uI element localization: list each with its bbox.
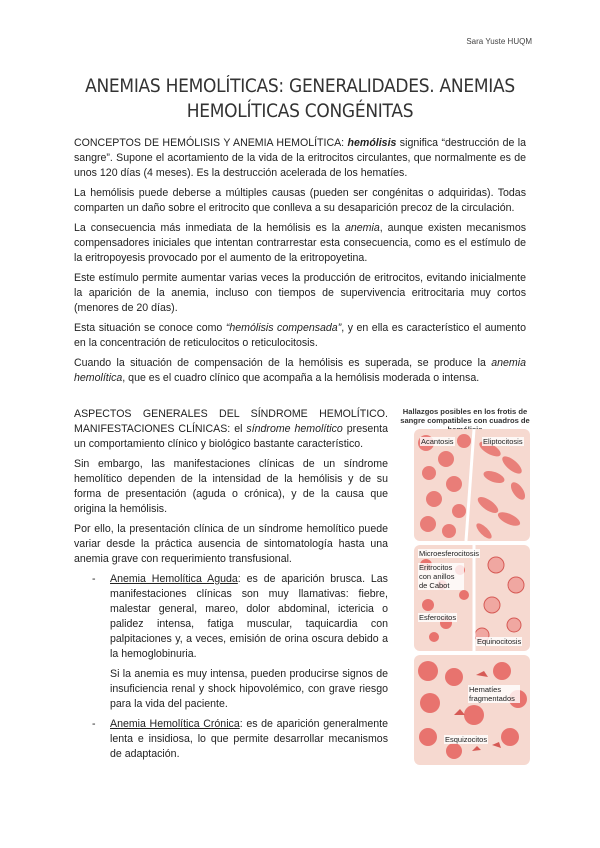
- intro-text: significa “destrucción de la sangre”. Supone el acortamiento de la vida de la eritrocitos circulantes, que normalmente es de unos 120 días (4 meses). Es la destrucción acelerada de los hematíes.: [74, 137, 527, 179]
- list-dash: -: [92, 573, 96, 585]
- text-span: , que es el cuadro clínico que acompaña a la hemólisis moderada o intensa.: [122, 372, 480, 384]
- list-item: [74, 717, 388, 762]
- term-hemolisis-compensada: “hemólisis compensada”: [225, 322, 342, 334]
- term-anemia: anemia: [344, 222, 380, 234]
- page-title: ANEMIAS HEMOLÍTICAS: GENERALIDADES. ANEMIAS HEMOLÍTICAS CONGÉNITAS: [85, 76, 515, 122]
- section-paragraph-2: Sin embargo, las manifestaciones clínicas de un síndrome hemolítico dependen de la intensidad de la hemólisis y de su forma de presentación (aguda o crónica), y de la causa que origina la hemólisis.: [74, 458, 388, 515]
- list-item-title: Anemia Hemolítica Aguda: [110, 573, 238, 585]
- list-dash: -: [92, 718, 96, 730]
- list-item-subparagraph: Si la anemia es muy intensa, pueden producirse signos de insuficiencia renal y shock hipovolémico, con grave riesgo para la vida del paciente.: [110, 668, 388, 710]
- smear-panel-middle: [414, 545, 530, 651]
- smear-image-bottom: [414, 655, 530, 765]
- smear-panel-bottom: [414, 655, 530, 765]
- label-eliptocitosis: Eliptocitosis: [483, 437, 523, 446]
- intro-paragraph-1: [74, 136, 526, 181]
- figure-caption: Hallazgos posibles en los frotis de sangre compatibles con cuadros de: [400, 407, 530, 425]
- intro-paragraph-2: La hemólisis puede deberse a múltiples causas (pueden ser congénitas o adquiridas). Todas comparten un daño sobre el eritrocito que conlleva a su desaparición precoz de la circulación.: [74, 187, 526, 214]
- section-sindrome-hemolitico: [74, 407, 388, 767]
- term-sindrome-hemolitico: síndrome hemolítico: [246, 423, 343, 435]
- label-cabot: Eritrocitos con anillos de Cabot: [418, 563, 464, 590]
- smear-panel-top: [414, 429, 530, 541]
- text-span: , y en ella es característico el aumento en la concentración de reticulocitos o reticulocitosis.: [74, 322, 526, 349]
- intro-paragraph-5: [74, 321, 526, 351]
- text-span: presenta un comportamiento clínico y biológico bastante característico.: [74, 423, 388, 450]
- label-microesferocitosis: Microesferocitosis: [419, 549, 480, 558]
- text-span: Cuando la situación de compensación de la hemólisis es superada, se produce la: [74, 357, 492, 369]
- section-heading-paragraph: [74, 407, 388, 452]
- label-acantosis: Acantosis: [421, 437, 454, 446]
- term-hemolisis: hemólisis: [347, 137, 397, 149]
- smear-image-middle: [414, 545, 530, 651]
- author-name: Sara Yuste HUQM: [466, 37, 532, 46]
- text-span: Esta situación se conoce como: [74, 322, 226, 334]
- list-item-title: Anemia Hemolítica Crónica: [110, 718, 240, 730]
- intro-section: [74, 136, 526, 391]
- text-span: el: [234, 423, 247, 435]
- section-heading: ASPECTOS GENERALES DEL SÍNDROME HEMOLÍTICO. MANIFESTACIONES CLÍNICAS:: [74, 408, 388, 435]
- intro-heading: CONCEPTOS DE HEMÓLISIS Y ANEMIA HEMOLÍTICA:: [74, 137, 348, 149]
- intro-paragraph-4: Este estímulo permite aumentar varias veces la producción de eritrocitos, evitando inicialmente la aparición de la anemia, incluso con tiempos de supervivencia eritrocitaria muy cortos (menores de 20 días).: [74, 272, 526, 314]
- list-item: [74, 572, 388, 662]
- label-esquizocitos: Esquizocitos: [445, 735, 488, 744]
- blood-smear-figure: [396, 407, 534, 771]
- label-equinocitosis: Equinocitosis: [477, 637, 522, 646]
- intro-paragraph-3: [74, 221, 526, 266]
- label-hematies-fragmentados: Hematíes fragmentados: [468, 685, 520, 703]
- term-anemia-hemolitica: anemia hemolítica: [74, 357, 526, 384]
- intro-paragraph-6: [74, 356, 526, 386]
- label-esferocitos: Esferocitos: [419, 613, 457, 622]
- section-paragraph-3: Por ello, la presentación clínica de un síndrome hemolítico puede variar desde la práctica ausencia de sintomatología hasta una anemia grave con requerimiento transfusional.: [74, 523, 388, 565]
- text-span: La consecuencia más inmediata de la hemólisis es la: [74, 222, 345, 234]
- text-span: , aunque existen mecanismos compensadores iniciales que intentan contrarrestar esta consecuencia, como es el estímulo de la eritropoyesis provocado por el aumento de la eritropoyetina.: [74, 222, 527, 264]
- list-item-text: : es de aparición brusca. Las manifestaciones clínicas son muy llamativas: fiebre, malestar general, mareo, dolor abdominal, ictericia o palidez intensa, fatiga muscular, taquicardia con palpitaciones y, a veces, emisión de orina oscura debido a la hemoglobinuria.: [110, 573, 388, 660]
- list-item-text: : es de aparición generalmente lenta e insidiosa, lo que permite desarrollar mecanismos de adaptación.: [110, 718, 388, 760]
